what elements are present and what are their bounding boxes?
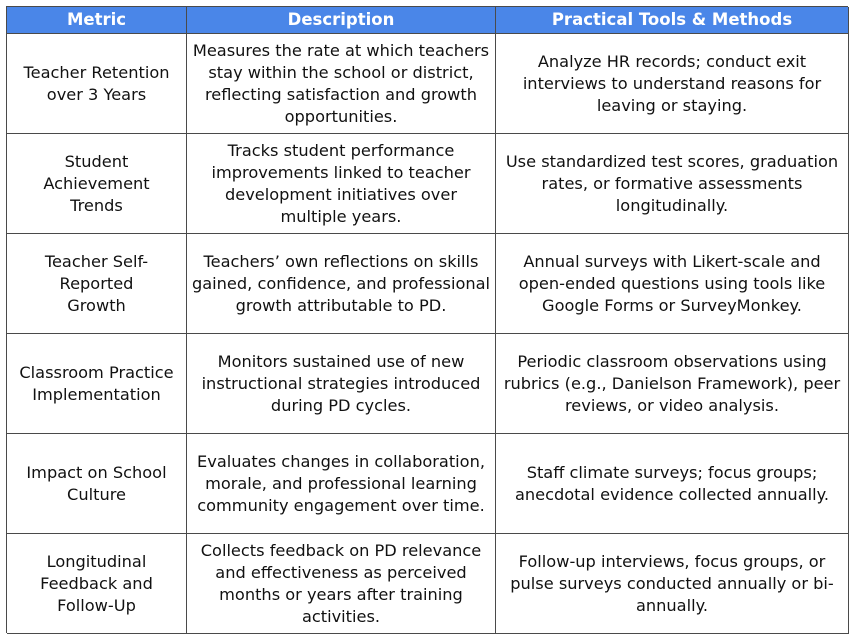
tools-cell: Periodic classroom observations using rubrics (e.g., Danielson Framework), peer reviews, or video analysis. xyxy=(496,334,849,434)
description-cell: Collects feedback on PD relevance and effectiveness as perceived months or years after training activities. xyxy=(187,534,496,634)
metric-cell: Classroom Practice Implementation xyxy=(7,334,187,434)
metrics-table xyxy=(6,6,848,633)
description-cell: Evaluates changes in collaboration, morale, and professional learning community engagement over time. xyxy=(187,434,496,534)
metric-cell: Impact on School Culture xyxy=(7,434,187,534)
tools-cell: Follow-up interviews, focus groups, or pulse surveys conducted annually or bi-annually. xyxy=(496,534,849,634)
metric-cell: Teacher Self-Reported Growth xyxy=(7,234,187,334)
header-tools-methods: Practical Tools & Methods xyxy=(496,7,849,34)
metric-cell: Student Achievement Trends xyxy=(7,134,187,234)
header-description: Description xyxy=(187,7,496,34)
metric-cell: Longitudinal Feedback and Follow-Up xyxy=(7,534,187,634)
header-metric: Metric xyxy=(7,7,187,34)
tools-cell: Staff climate surveys; focus groups; anecdotal evidence collected annually. xyxy=(496,434,849,534)
description-cell: Monitors sustained use of new instructional strategies introduced during PD cycles. xyxy=(187,334,496,434)
tools-cell: Analyze HR records; conduct exit interviews to understand reasons for leaving or staying. xyxy=(496,34,849,134)
description-cell: Measures the rate at which teachers stay within the school or district, reflecting satisfaction and growth opportunities. xyxy=(187,34,496,134)
metric-cell: Teacher Retention over 3 Years xyxy=(7,34,187,134)
tools-cell: Use standardized test scores, graduation rates, or formative assessments longitudinally. xyxy=(496,134,849,234)
description-cell: Teachers’ own reflections on skills gained, confidence, and professional growth attributable to PD. xyxy=(187,234,496,334)
description-cell: Tracks student performance improvements linked to teacher development initiatives over multiple years. xyxy=(187,134,496,234)
tools-cell: Annual surveys with Likert-scale and open-ended questions using tools like Google Forms or SurveyMonkey. xyxy=(496,234,849,334)
